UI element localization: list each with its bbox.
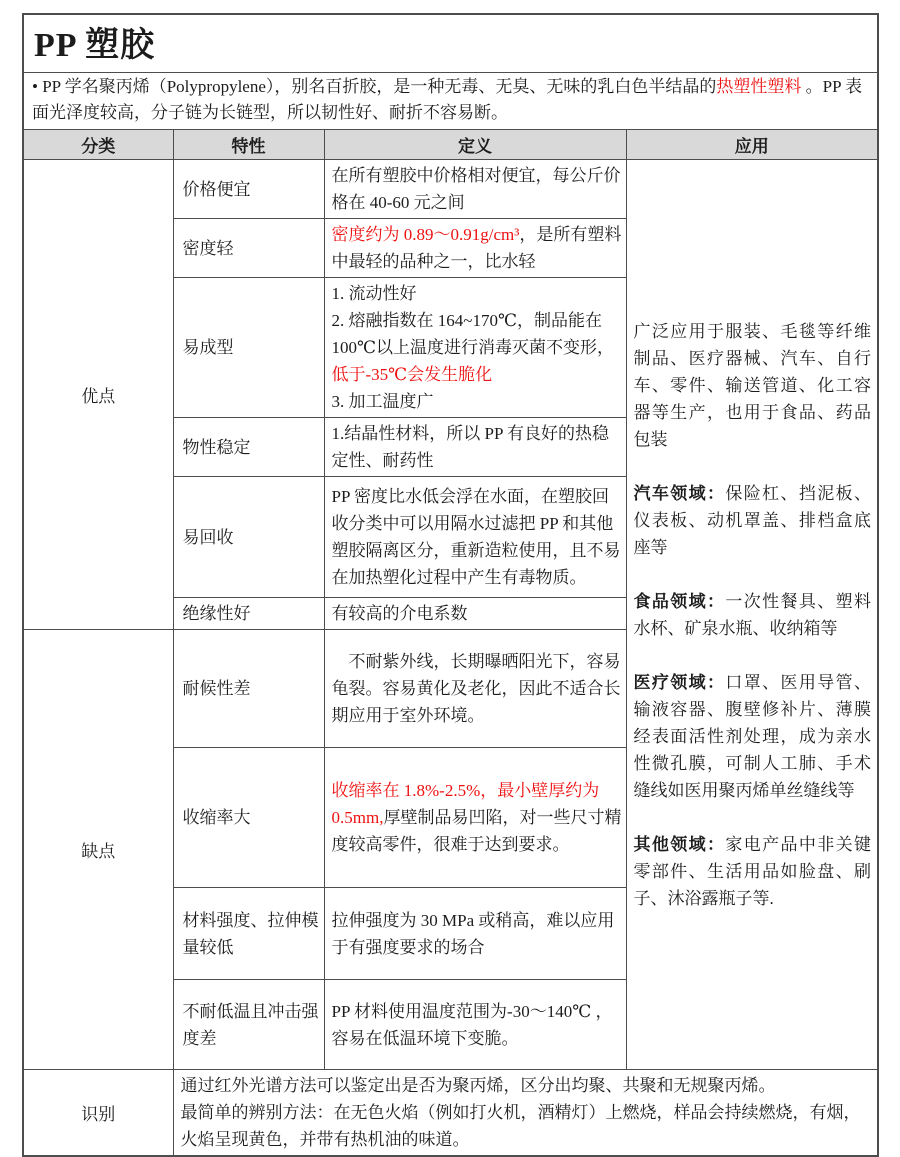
page-title: PP 塑胶 — [23, 14, 878, 73]
category-disadvantages: 缺点 — [23, 630, 173, 1070]
definition-stable-properties: 1.结晶性材料，所以 PP 有良好的热稳定性、耐药性 — [324, 418, 626, 477]
document-page — [0, 13, 900, 1149]
identification-text: 通过红外光谱方法可以鉴定出是否为聚丙烯，区分出均聚、共聚和无规聚丙烯。 最简单的辨别方法：在无色火焰（例如打火机，酒精灯）上燃烧，样品会持续燃烧，有烟，火焰呈现黄色，并带有热机油的味道。 — [173, 1070, 878, 1157]
definition-recyclable: PP 密度比水低会浮在水面，在塑胶回收分类中可以用隔水过滤把 PP 和其他塑胶隔离区分，重新造粒使用，且不易在加热塑化过程中产生有毒物质。 — [324, 477, 626, 598]
application-cell: 广泛应用于服装、毛毯等纤维制品、医疗器械、汽车、自行车、零件、输送管道、化工容器等生产，也用于食品、药品包装 汽车领域：保险杠、挡泥板、仪表板、动机罩盖、排档盒底座等 食品领域：一次性餐具、塑料水杯、矿泉水瓶、收纳箱等 医疗领域：口罩、医用导管、输液容器、腹壁修补片、薄膜经表面活性剂处理，成为亲水性微孔膜，可制人工肺、手术缝线如医用聚丙烯单丝缝线等 其他领域：家电产品中非关键零部件、生活用品如脸盘、刷子、沐浴露瓶子等. — [626, 160, 878, 1070]
category-advantages: 优点 — [23, 160, 173, 630]
feature-stable-properties: 物性稳定 — [173, 418, 324, 477]
feature-high-shrinkage: 收缩率大 — [173, 748, 324, 888]
feature-good-insulation: 绝缘性好 — [173, 598, 324, 630]
feature-easy-molding: 易成型 — [173, 278, 324, 418]
definition-easy-molding: 1. 流动性好 2. 熔融指数在 164~170℃，制品能在 100℃以上温度进行消毒灭菌不变形， 低于-35℃会发生脆化 3. 加工温度广 — [324, 278, 626, 418]
definition-low-strength: 拉伸强度为 30 MPa 或稍高，难以应用于有强度要求的场合 — [324, 888, 626, 980]
definition-good-insulation: 有较高的介电系数 — [324, 598, 626, 630]
feature-poor-weather-resistance: 耐候性差 — [173, 630, 324, 748]
intro-paragraph: • PP 学名聚丙烯（Polypropylene），别名百折胶，是一种无毒、无臭、无味的乳白色半结晶的热塑性塑料 。PP 表面光泽度较高，分子链为长链型，所以韧性好、耐折不容易断。 — [23, 73, 878, 130]
column-header-category: 分类 — [23, 130, 173, 160]
definition-poor-low-temp: PP 材料使用温度范围为-30～140℃ ，容易在低温环境下变脆。 — [324, 980, 626, 1070]
feature-cheap-price: 价格便宜 — [173, 160, 324, 219]
category-identification: 识别 — [23, 1070, 173, 1157]
feature-poor-low-temp: 不耐低温且冲击强度差 — [173, 980, 324, 1070]
definition-poor-weather-resistance: 不耐紫外线，长期曝晒阳光下，容易龟裂。容易黄化及老化，因此不适合长期应用于室外环境。 — [324, 630, 626, 748]
column-header-feature: 特性 — [173, 130, 324, 160]
table-row — [23, 160, 878, 219]
table-row — [23, 1070, 878, 1157]
feature-low-density: 密度轻 — [173, 219, 324, 278]
feature-low-strength: 材料强度、拉伸模量较低 — [173, 888, 324, 980]
pp-plastic-table — [22, 13, 879, 1157]
column-header-definition: 定义 — [324, 130, 626, 160]
definition-high-shrinkage: 收缩率在 1.8%-2.5%，最小壁厚约为 0.5mm,厚壁制品易凹陷，对一些尺寸精度较高零件，很难于达到要求。 — [324, 748, 626, 888]
definition-cheap-price: 在所有塑胶中价格相对便宜，每公斤价格在 40-60 元之间 — [324, 160, 626, 219]
definition-low-density: 密度约为 0.89～0.91g/cm³，是所有塑料中最轻的品种之一，比水轻 — [324, 219, 626, 278]
column-header-application: 应用 — [626, 130, 878, 160]
feature-recyclable: 易回收 — [173, 477, 324, 598]
